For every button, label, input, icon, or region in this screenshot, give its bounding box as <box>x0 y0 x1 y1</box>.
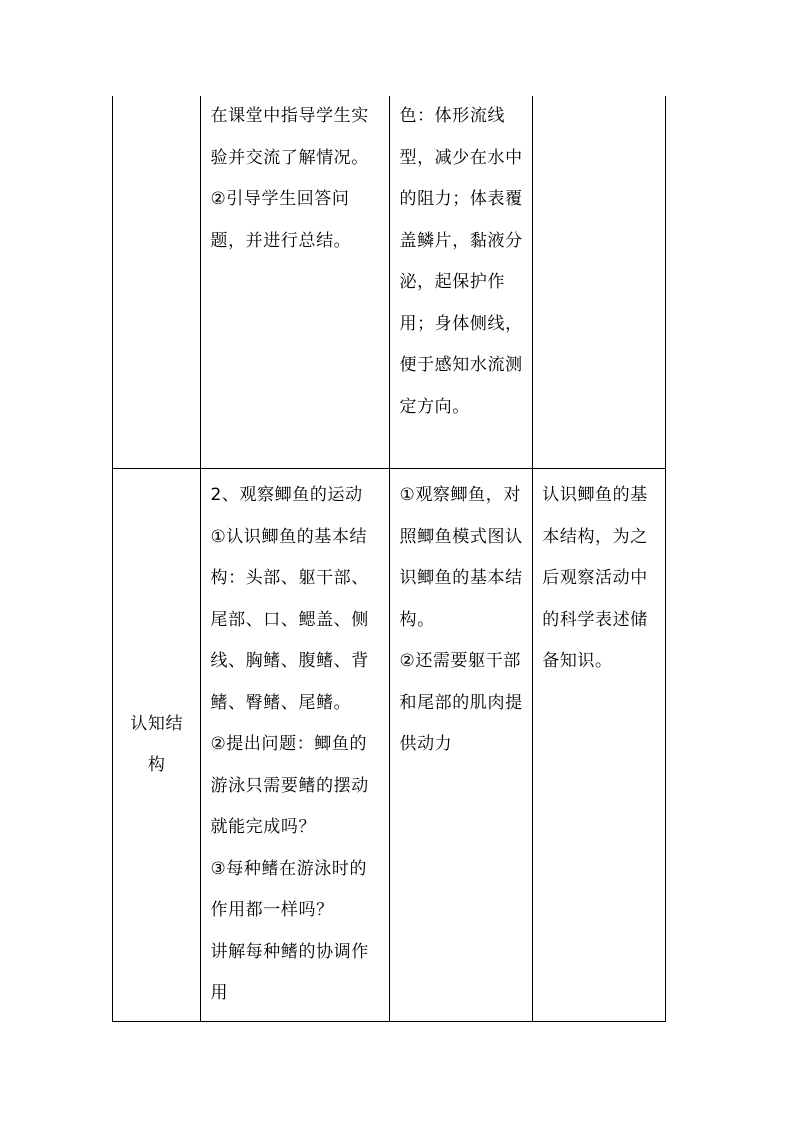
teacher-paragraph: 讲解每种鳍的协调作用 <box>210 941 369 1003</box>
teacher-paragraph: 2、观察鲫鱼的运动 <box>210 485 363 505</box>
teacher-activity-cell <box>201 96 390 469</box>
teacher-paragraph: ②提出问题：鲫鱼的游泳只需要鳍的摆动就能完成吗？ <box>210 734 369 837</box>
design-intent-cell <box>533 469 666 1022</box>
student-activity-cell <box>390 96 533 469</box>
student-paragraph: 色：体形流线型，减少在水中的阻力；体表覆盖鳞片，黏液分泌，起保护作用；身体侧线，便于感知水流测定方向。 <box>399 106 523 417</box>
teacher-paragraph: ②引导学生回答问题，并进行总结。 <box>210 189 352 251</box>
teacher-paragraph: ③每种鳍在游泳时的作用都一样吗？ <box>210 858 368 920</box>
stage-cell <box>113 469 201 1022</box>
stage-cell <box>113 96 201 469</box>
teacher-paragraph: ①认识鲫鱼的基本结构：头部、躯干部、尾部、口、鳃盖、侧线、胸鳍、腹鳍、背鳍、臀鳍、尾鳍。 <box>210 526 369 713</box>
table-row <box>113 469 666 1022</box>
student-paragraph: ②还需要躯干部和尾部的肌肉提供动力 <box>399 651 523 754</box>
teacher-activity-cell <box>201 469 390 1022</box>
lesson-plan-table <box>112 96 666 1022</box>
table-row <box>113 96 666 469</box>
student-activity-cell <box>390 469 533 1022</box>
student-paragraph: ①观察鲫鱼，对照鲫鱼模式图认识鲫鱼的基本结构。 <box>399 485 523 630</box>
stage-label: 认知结构 <box>130 713 184 775</box>
intent-paragraph: 认识鲫鱼的基本结构，为之后观察活动中的科学表述储备知识。 <box>542 485 648 671</box>
design-intent-cell <box>533 96 666 469</box>
teacher-paragraph: 在课堂中指导学生实验并交流了解情况。 <box>210 106 369 168</box>
